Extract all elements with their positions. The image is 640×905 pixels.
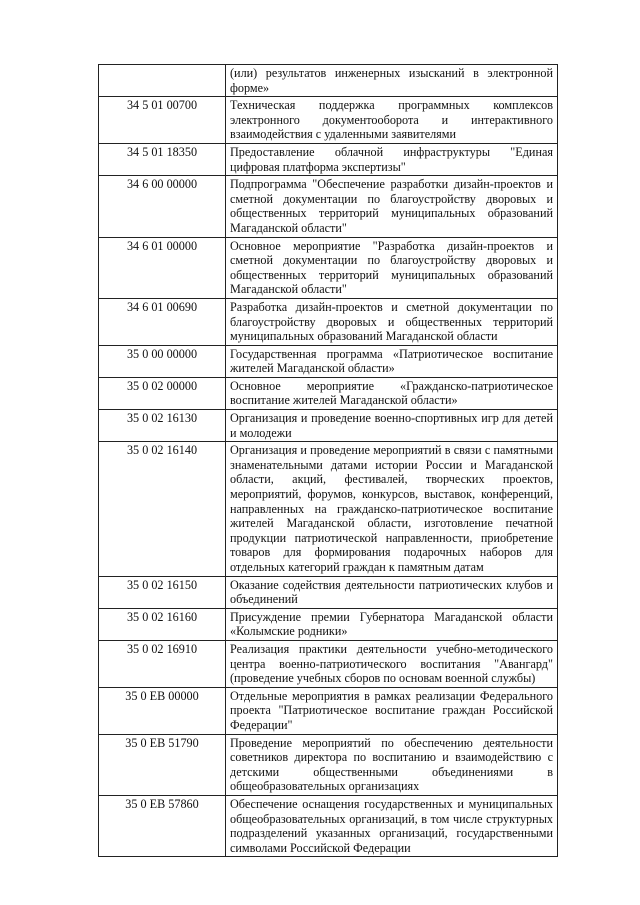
table-row bbox=[99, 377, 558, 409]
row-description: Проведение мероприятий по обеспечению деятельности советников директора по воспитанию и взаимодействию с детскими общественными объединениями в общеобразовательных организациях bbox=[226, 734, 558, 795]
row-description: Организация и проведение военно-спортивных игр для детей и молодежи bbox=[226, 410, 558, 442]
row-description: Основное мероприятие "Разработка дизайн-проектов и сметной документации по благоустройству дворовых и общественных территорий муниципальных образований Магаданской области" bbox=[226, 237, 558, 298]
row-description: Оказание содействия деятельности патриотических клубов и объединений bbox=[226, 576, 558, 608]
row-code: 35 0 02 16130 bbox=[99, 410, 226, 442]
table-row bbox=[99, 734, 558, 795]
table-row bbox=[99, 345, 558, 377]
row-code: 34 5 01 00700 bbox=[99, 97, 226, 144]
row-code: 34 6 01 00000 bbox=[99, 237, 226, 298]
row-description: Техническая поддержка программных комплексов электронного документооборота и интерактивного взаимодействия с удаленными заявителями bbox=[226, 97, 558, 144]
row-description: Основное мероприятие «Гражданско-патриотическое воспитание жителей Магаданской области» bbox=[226, 377, 558, 409]
row-code: 35 0 02 16140 bbox=[99, 442, 226, 576]
table-row bbox=[99, 608, 558, 640]
table-row bbox=[99, 640, 558, 687]
row-description: Предоставление облачной инфраструктуры "Единая цифровая платформа экспертизы" bbox=[226, 143, 558, 175]
row-description: Реализация практики деятельности учебно-методического центра военно-патриотического воспитания "Авангард" (проведение учебных сборов по основам военной службы) bbox=[226, 640, 558, 687]
table-row bbox=[99, 795, 558, 856]
row-code bbox=[99, 65, 226, 97]
row-description: Отдельные мероприятия в рамках реализации Федерального проекта "Патриотическое воспитание граждан Российской Федерации" bbox=[226, 687, 558, 734]
row-code: 35 0 02 16910 bbox=[99, 640, 226, 687]
table-row bbox=[99, 298, 558, 345]
row-description: Организация и проведение мероприятий в связи с памятными знаменательными датами истории России и Магаданской области, акций, фестивалей, творческих проектов, мероприятий, форумов, конкурсов, выставок, конференций, направленных на гражданско-патриотическое воспитание жителей Магаданской области, изготовление печатной продукции патриотической направленности, приобретение товаров для формирования подарочных наборов для отдельных категорий граждан к памятным датам bbox=[226, 442, 558, 576]
table-row bbox=[99, 442, 558, 576]
row-description: Государственная программа «Патриотическое воспитание жителей Магаданской области» bbox=[226, 345, 558, 377]
row-code: 35 0 ЕВ 51790 bbox=[99, 734, 226, 795]
table-row bbox=[99, 687, 558, 734]
row-description: Присуждение премии Губернатора Магаданской области «Колымские родники» bbox=[226, 608, 558, 640]
row-code: 35 0 02 16160 bbox=[99, 608, 226, 640]
row-code: 35 0 00 00000 bbox=[99, 345, 226, 377]
row-code: 34 6 00 00000 bbox=[99, 176, 226, 237]
table-row bbox=[99, 97, 558, 144]
budget-classification-table bbox=[98, 64, 558, 857]
table-row bbox=[99, 410, 558, 442]
row-description: (или) результатов инженерных изысканий в электронной форме» bbox=[226, 65, 558, 97]
table-row bbox=[99, 143, 558, 175]
table-row bbox=[99, 65, 558, 97]
row-code: 35 0 ЕВ 57860 bbox=[99, 795, 226, 856]
row-code: 34 5 01 18350 bbox=[99, 143, 226, 175]
row-code: 35 0 ЕВ 00000 bbox=[99, 687, 226, 734]
row-description: Подпрограмма "Обеспечение разработки дизайн-проектов и сметной документации по благоустройству дворовых и общественных территорий муниципальных образований Магаданской области" bbox=[226, 176, 558, 237]
row-description: Разработка дизайн-проектов и сметной документации по благоустройству дворовых и общественных территорий муниципальных образований Магаданской области bbox=[226, 298, 558, 345]
row-code: 35 0 02 16150 bbox=[99, 576, 226, 608]
table-row bbox=[99, 576, 558, 608]
row-description: Обеспечение оснащения государственных и муниципальных общеобразовательных организаций, в том числе структурных подразделений указанных организаций, государственными символами Российской Федерации bbox=[226, 795, 558, 856]
table-row bbox=[99, 176, 558, 237]
row-code: 35 0 02 00000 bbox=[99, 377, 226, 409]
row-code: 34 6 01 00690 bbox=[99, 298, 226, 345]
table-row bbox=[99, 237, 558, 298]
